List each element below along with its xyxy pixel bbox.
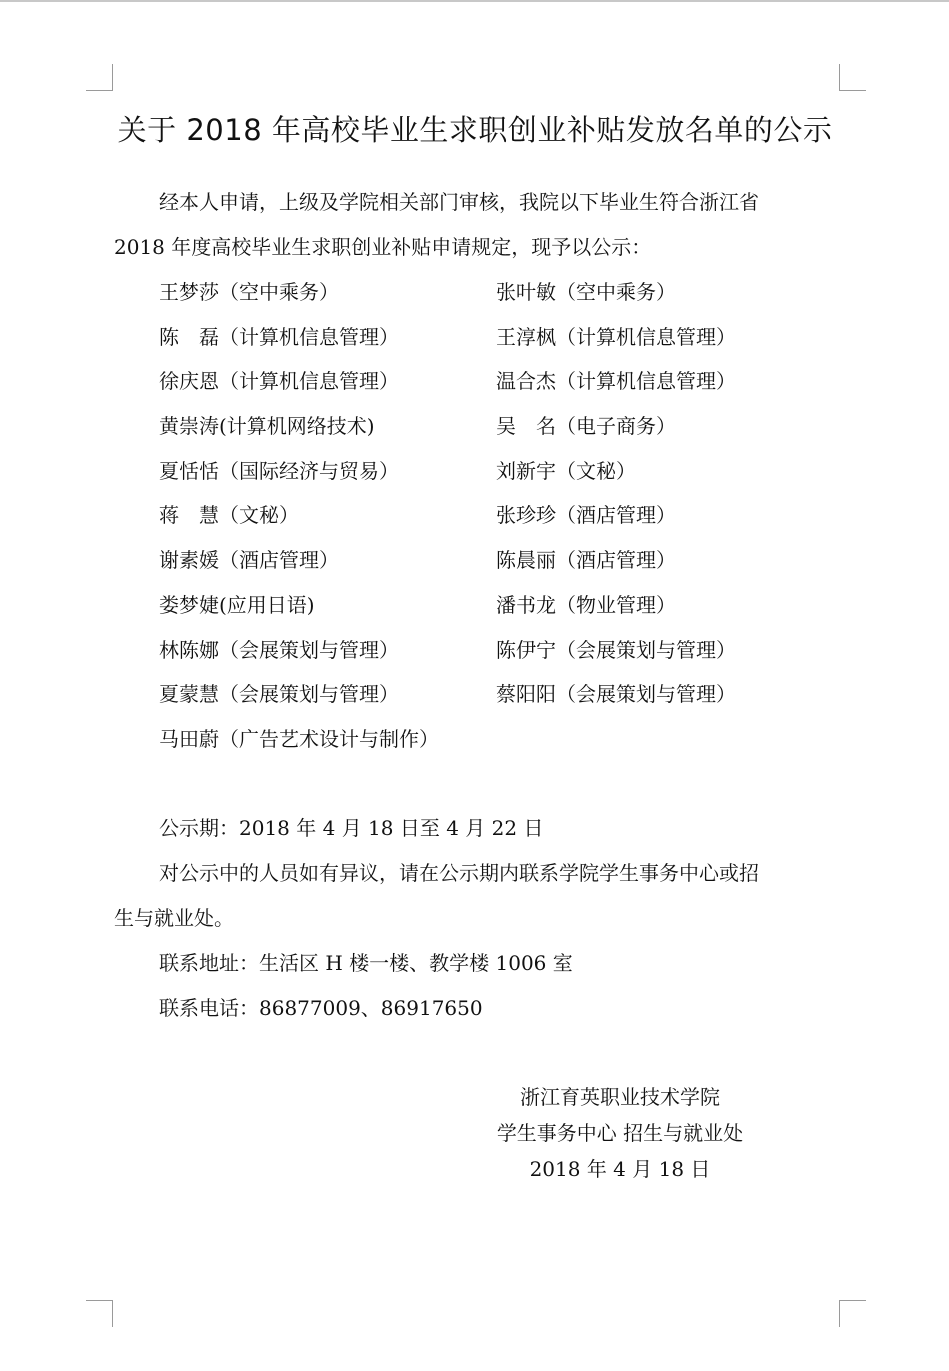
name-entry: 王淳枫（计算机信息管理） [496, 324, 736, 349]
name-list [159, 270, 839, 762]
name-entry: 林陈娜（会展策划与管理） [159, 637, 399, 662]
notice-period: 公示期：2018 年 4 月 18 日至 4 月 22 日 [159, 816, 544, 840]
document-title: 关于 2018 年高校毕业生求职创业补贴发放名单的公示 [117, 113, 833, 147]
name-entry: 夏恬恬（国际经济与贸易） [159, 458, 399, 483]
name-entry: 马田蔚（广告艺术设计与制作） [159, 726, 439, 751]
name-row [159, 583, 839, 628]
name-row [159, 359, 839, 404]
top-border-line [0, 0, 949, 2]
name-row [159, 493, 839, 538]
name-entry: 徐庆恩（计算机信息管理） [159, 369, 399, 394]
name-entry: 夏蒙慧（会展策划与管理） [159, 682, 399, 707]
name-entry: 陈晨丽（酒店管理） [496, 548, 676, 573]
name-entry: 张叶敏（空中乘务） [496, 280, 676, 304]
name-entry: 娄梦婕(应用日语) [159, 592, 315, 617]
name-entry: 刘新宇（文秘） [496, 458, 636, 483]
name-row [159, 538, 839, 583]
name-row [159, 270, 839, 315]
name-entry: 吴 名（电子商务） [496, 414, 676, 439]
notice-section [114, 806, 844, 1031]
notice-objection-line-1: 对公示中的人员如有异议，请在公示期内联系学院学生事务中心或招 [159, 861, 759, 885]
name-entry: 陈伊宁（会展策划与管理） [496, 637, 736, 662]
signature-institution: 浙江育英职业技术学院 [520, 1085, 720, 1109]
signature-date: 2018 年 4 月 18 日 [529, 1157, 711, 1181]
name-row [159, 628, 839, 673]
name-entry: 潘书龙（物业管理） [496, 592, 676, 617]
notice-objection-line-2: 生与就业处。 [114, 906, 234, 930]
name-entry: 王梦莎（空中乘务） [159, 280, 339, 304]
intro-paragraph [114, 180, 844, 270]
margin-corner-top-left [86, 64, 113, 91]
name-row [159, 672, 839, 717]
margin-corner-bottom-left [86, 1300, 113, 1327]
name-row [159, 449, 839, 494]
intro-line-1: 经本人申请，上级及学院相关部门审核，我院以下毕业生符合浙江省 [159, 190, 759, 214]
intro-line-2: 2018 年度高校毕业生求职创业补贴申请规定，现予以公示： [114, 235, 652, 259]
name-entry: 温合杰（计算机信息管理） [496, 369, 736, 394]
name-entry: 陈 磊（计算机信息管理） [159, 324, 399, 349]
name-entry: 黄崇涛(计算机网络技术) [159, 414, 375, 439]
contact-phone: 联系电话：86877009、86917650 [159, 996, 483, 1020]
signature-block [470, 1079, 770, 1187]
signature-departments: 学生事务中心 招生与就业处 [496, 1121, 744, 1145]
contact-address: 联系地址：生活区 H 楼一楼、教学楼 1006 室 [159, 951, 573, 975]
name-row [159, 717, 839, 762]
margin-corner-bottom-right [839, 1300, 866, 1327]
name-entry: 张珍珍（酒店管理） [496, 503, 676, 528]
margin-corner-top-right [839, 64, 866, 91]
name-row [159, 315, 839, 360]
name-entry: 蒋 慧（文秘） [159, 503, 299, 528]
name-entry: 蔡阳阳（会展策划与管理） [496, 682, 736, 707]
name-entry: 谢素媛（酒店管理） [159, 548, 339, 573]
name-row [159, 404, 839, 449]
